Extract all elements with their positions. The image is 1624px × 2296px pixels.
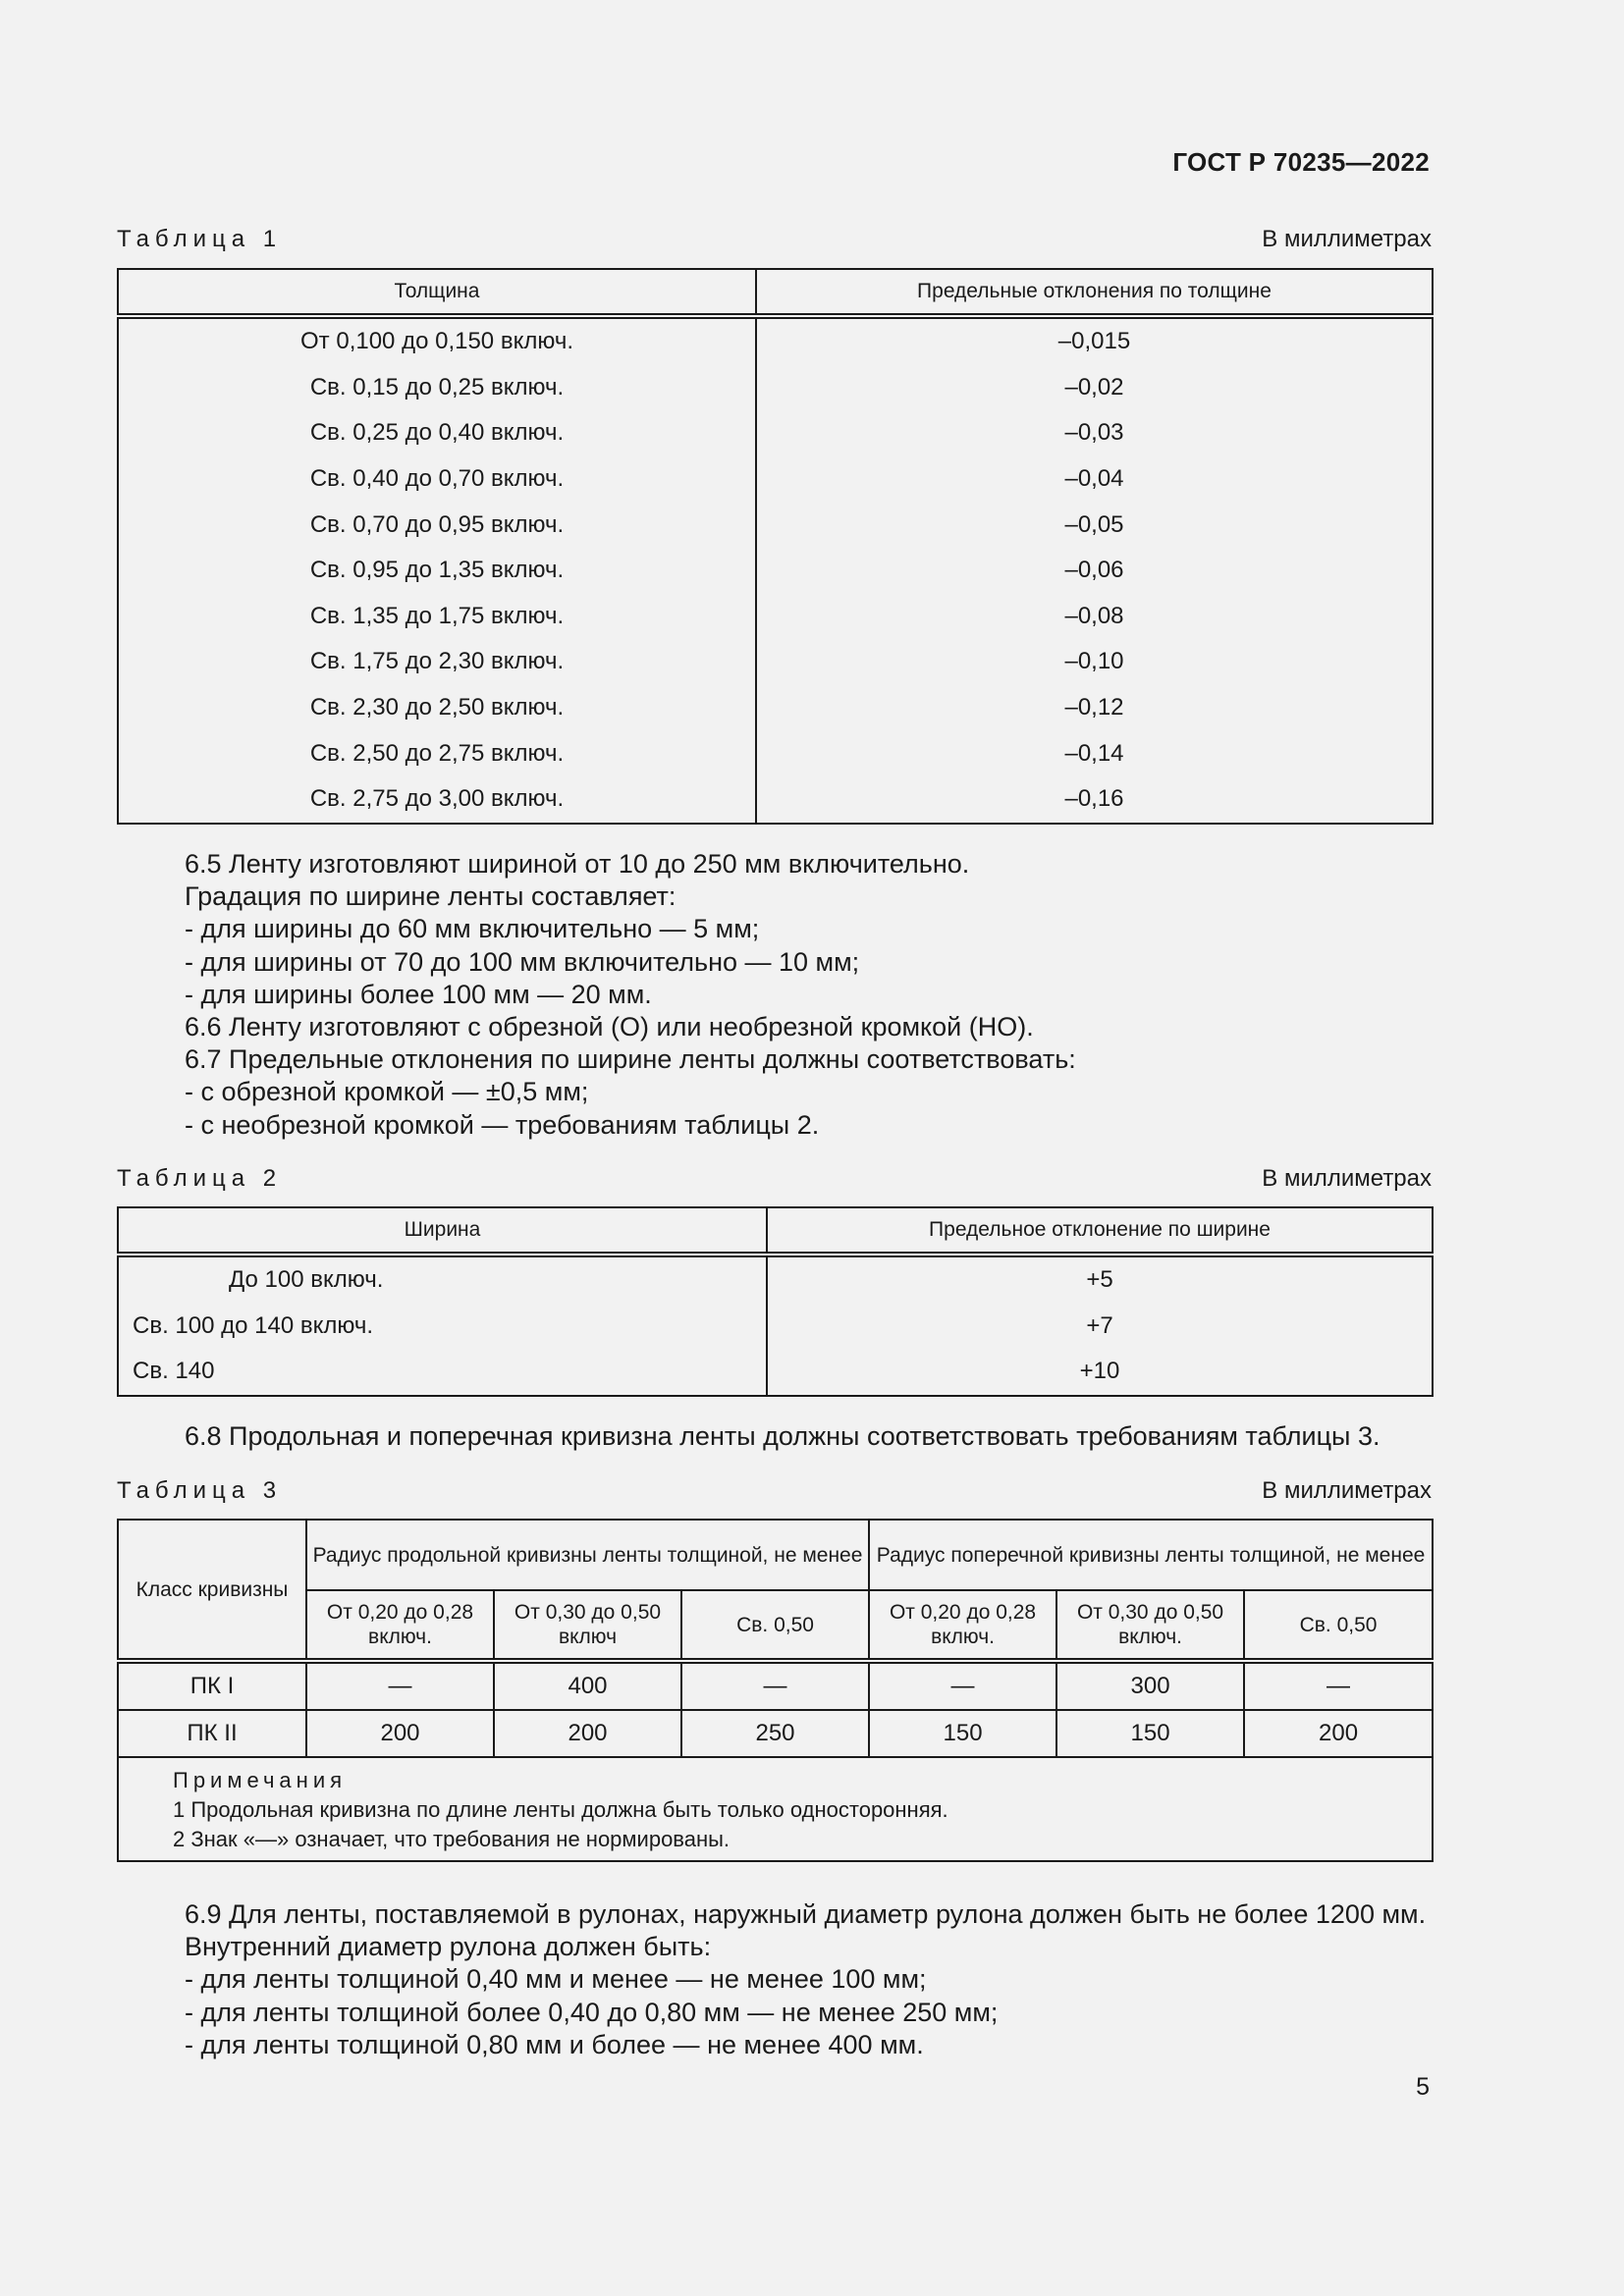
table-row [118,639,1433,685]
table1-header-thickness: Толщина [118,269,756,316]
paragraph-line: - для ленты толщиной 0,40 мм и менее — не менее 100 мм; [185,1964,927,1995]
paragraph-line: 6.7 Предельные отклонения по ширине ленты должны соответствовать: [185,1044,1076,1075]
table3-header-longitudinal: Радиус продольной кривизны ленты толщиной, не менее [306,1520,869,1590]
table3-subheader: От 0,20 до 0,28 включ. [869,1590,1056,1661]
table1 [117,268,1434,825]
paragraph-line: Градация по ширине ленты составляет: [185,881,677,912]
thickness-cell: Св. 2,75 до 3,00 включ. [118,776,756,824]
table-row [118,316,1433,365]
table2-header-deviation: Предельное отклонение по ширине [767,1207,1433,1255]
width-cell: Св. 140 [118,1349,767,1396]
table3-header-class: Класс кривизны [118,1520,306,1661]
thickness-cell: Св. 0,15 до 0,25 включ. [118,365,756,411]
section-6-8 [185,1420,1380,1453]
table-row [118,548,1433,594]
deviation-cell: –0,03 [1064,419,1124,447]
paragraph-line: - для ленты толщиной 0,80 мм и более — не менее 400 мм. [185,2029,924,2059]
paragraph-line: - для ширины от 70 до 100 мм включительно — 10 мм; [185,946,860,977]
table3-subheader: Св. 0,50 [1244,1590,1433,1661]
deviation-cell: –0,16 [1064,785,1124,813]
width-cell: До 100 включ. [118,1255,767,1304]
table2-header-width: Ширина [118,1207,767,1255]
paragraph-line: 6.8 Продольная и поперечная кривизна ленты должны соответствовать требованиям таблицы 3. [185,1421,1380,1451]
paragraph-line: Внутренний диаметр рулона должен быть: [185,1932,712,1962]
paragraph-line: - с обрезной кромкой — ±0,5 мм; [185,1077,589,1107]
deviation-cell: –0,05 [1064,510,1124,538]
deviation-cell: –0,08 [1064,602,1124,629]
table3-caption: Таблица 3 [117,1477,283,1504]
table-row [118,365,1433,411]
notes-title: Примечания [173,1768,348,1792]
table1-header-deviation: Предельные отклонения по толщине [756,269,1433,316]
table-row [118,776,1433,824]
thickness-cell: Св. 0,70 до 0,95 включ. [118,502,756,548]
radius-cell: — [1244,1661,1433,1710]
table3-notes [118,1757,1433,1861]
thickness-cell: От 0,100 до 0,150 включ. [118,316,756,365]
table1-units: В миллиметрах [1262,226,1432,252]
table3-subheader: От 0,30 до 0,50 включ [494,1590,681,1661]
deviation-cell: –0,10 [1064,648,1124,675]
radius-cell: 400 [494,1661,681,1710]
table-row [118,594,1433,640]
note-line: 1 Продольная кривизна по длине ленты должна быть только односторонняя. [173,1797,948,1822]
paragraph-line: 6.5 Ленту изготовляют шириной от 10 до 250 мм включительно. [185,849,970,879]
table2-units: В миллиметрах [1262,1165,1432,1192]
table-row [118,1304,1433,1350]
deviation-cell: –0,04 [1064,465,1124,493]
table-row [118,1710,1433,1757]
table-row [118,410,1433,456]
table-row [118,456,1433,503]
deviation-cell: –0,06 [1064,557,1124,584]
table1-caption: Таблица 1 [117,226,283,252]
page-number: 5 [1416,2073,1430,2101]
radius-cell: — [681,1661,869,1710]
document-code: ГОСТ Р 70235—2022 [1172,147,1430,177]
table3-units: В миллиметрах [1262,1477,1432,1504]
radius-cell: 200 [306,1710,494,1757]
paragraph-line: 6.9 Для ленты, поставляемой в рулонах, наружный диаметр рулона должен быть не более 1200 мм. [185,1899,1427,1929]
thickness-cell: Св. 1,75 до 2,30 включ. [118,639,756,685]
table3-subheader: От 0,20 до 0,28 включ. [306,1590,494,1661]
width-cell: Св. 100 до 140 включ. [118,1304,767,1350]
radius-cell: 200 [1244,1710,1433,1757]
table3-header-transverse: Радиус поперечной кривизны ленты толщиной, не менее [869,1520,1433,1590]
class-cell: ПК II [118,1710,306,1757]
paragraph-line: - для ширины до 60 мм включительно — 5 мм; [185,914,760,944]
radius-cell: — [869,1661,1056,1710]
section-6-5-to-6-7 [185,848,1076,1142]
deviation-cell: –0,02 [1064,373,1124,400]
radius-cell: 200 [494,1710,681,1757]
radius-cell: 150 [869,1710,1056,1757]
table3 [117,1519,1434,1862]
table-row [118,685,1433,731]
deviation-cell: +10 [1079,1358,1120,1385]
class-cell: ПК I [118,1661,306,1710]
paragraph-line: - для ширины более 100 мм — 20 мм. [185,979,652,1009]
thickness-cell: Св. 2,30 до 2,50 включ. [118,685,756,731]
thickness-cell: Св. 0,25 до 0,40 включ. [118,410,756,456]
table2-caption: Таблица 2 [117,1165,283,1192]
deviation-cell: –0,015 [1057,328,1131,355]
thickness-cell: Св. 2,50 до 2,75 включ. [118,730,756,776]
deviation-cell: –0,12 [1064,694,1124,721]
radius-cell: 250 [681,1710,869,1757]
note-line: 2 Знак «—» означает, что требования не нормированы. [173,1827,731,1851]
table-row [118,1349,1433,1396]
radius-cell: 150 [1056,1710,1244,1757]
radius-cell: — [306,1661,494,1710]
thickness-cell: Св. 1,35 до 1,75 включ. [118,594,756,640]
table3-notes-row [118,1757,1433,1861]
thickness-cell: Св. 0,40 до 0,70 включ. [118,456,756,503]
table-row [118,730,1433,776]
table-row [118,1661,1433,1710]
paragraph-line: 6.6 Ленту изготовляют с обрезной (О) или необрезной кромкой (НО). [185,1012,1034,1042]
paragraph-line: - с необрезной кромкой — требованиям таблицы 2. [185,1109,820,1140]
table-row [118,1255,1433,1304]
table3-subheader: Св. 0,50 [681,1590,869,1661]
thickness-cell: Св. 0,95 до 1,35 включ. [118,548,756,594]
table-row [118,502,1433,548]
deviation-cell: –0,14 [1064,739,1124,767]
radius-cell: 300 [1056,1661,1244,1710]
section-6-9 [185,1898,1426,2061]
deviation-cell: +5 [1086,1266,1113,1294]
paragraph-line: - для ленты толщиной более 0,40 до 0,80 мм — не менее 250 мм; [185,1997,999,2027]
deviation-cell: +7 [1086,1311,1113,1339]
table2 [117,1206,1434,1397]
table3-subheader: От 0,30 до 0,50 включ. [1056,1590,1244,1661]
